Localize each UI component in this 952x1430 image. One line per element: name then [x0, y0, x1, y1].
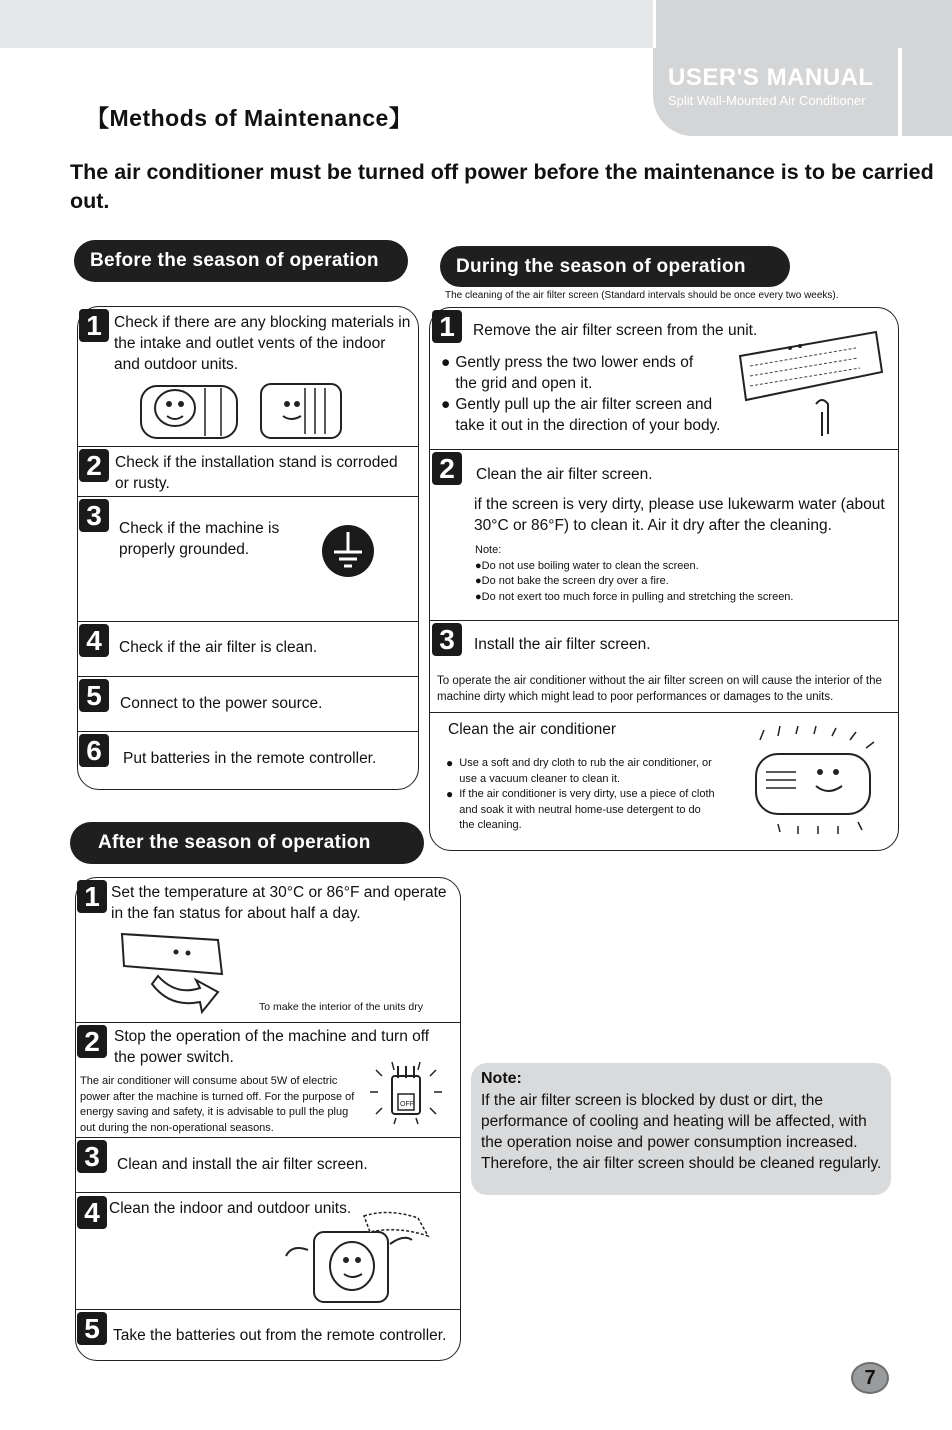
before-season-heading: Before the season of operation: [74, 240, 408, 282]
outdoor-units-illustration: [135, 378, 350, 444]
step-caption: To make the interior of the units dry: [259, 1001, 423, 1013]
step-number: 2: [77, 1025, 107, 1058]
step-number: 3: [432, 623, 462, 656]
switch-label: OFF: [400, 1101, 414, 1108]
bullet-item: ● Use a soft and dry cloth to rub the air conditioner, or use a vacuum cleaner to clean it.: [446, 756, 716, 787]
step-text: Install the air filter screen.: [474, 636, 651, 653]
step-text: Clean and install the air filter screen.: [117, 1156, 368, 1173]
step-number: 6: [79, 734, 109, 767]
step-text: Check if the installation stand is corroded or rusty.: [115, 454, 398, 492]
cleaning-units-illustration: [278, 1210, 436, 1308]
bullet-text: Gently pull up the air filter screen and take it out in the direction of your body.: [455, 396, 721, 434]
filter-cleaning-caption: The cleaning of the air filter screen (Standard intervals should be once every two weeks).: [445, 290, 839, 301]
tab-edge: [898, 48, 902, 136]
step-number: 1: [77, 880, 107, 913]
during-season-heading: During the season of operation: [440, 246, 790, 287]
power-off-warning: The air conditioner must be turned off power before the maintenance is to be carried out.: [70, 160, 934, 213]
step-number: 3: [79, 499, 109, 532]
step-detail: if the screen is very dirty, please use lukewarm water (about 30°C or 86°F) to clean it. Air it dry after the cleaning.: [474, 496, 885, 534]
step-text: Remove the air filter screen from the unit.: [473, 322, 758, 339]
step-number: 2: [432, 452, 462, 485]
step-number: 2: [79, 449, 109, 482]
manual-subtitle: Split Wall-Mounted Air Conditioner: [668, 93, 866, 108]
manual-title: USER'S MANUAL: [668, 64, 874, 91]
step-text: Clean the indoor and outdoor units.: [109, 1200, 352, 1217]
bullet-item: ● Gently pull up the air filter screen and take it out in the direction of your body.: [441, 394, 731, 436]
divider: [429, 449, 899, 450]
after-season-heading: After the season of operation: [70, 822, 424, 864]
note-title: Note:: [481, 1070, 522, 1087]
step-number: 5: [77, 1312, 107, 1345]
bullet-item: ● Gently press the two lower ends of the grid and open it.: [441, 352, 711, 394]
bullet-text: Gently press the two lower ends of the grid and open it.: [455, 354, 694, 392]
note-label: Note:: [475, 544, 502, 556]
divider: [75, 1309, 461, 1310]
note-item: ●Do not use boiling water to clean the screen.: [475, 560, 699, 572]
divider: [77, 446, 419, 447]
step-text: Check if there are any blocking materials in the intake and outlet vents of the indoor and outdoor units.: [114, 314, 411, 373]
note-item: ●Do not exert too much force in pulling and stretching the screen.: [475, 591, 794, 603]
divider: [77, 496, 419, 497]
divider: [75, 1192, 461, 1193]
step-number: 5: [79, 679, 109, 712]
divider: [77, 676, 419, 677]
step-text: Connect to the power source.: [120, 695, 323, 712]
divider: [77, 621, 419, 622]
bullet-item: ● If the air conditioner is very dirty, use a piece of cloth and soak it with neutral home-use detergent to do the cleaning.: [446, 787, 716, 834]
divider: [429, 712, 899, 713]
note-item: ●Do not bake the screen dry over a fire.: [475, 575, 669, 587]
page-heading: 【Methods of Maintenance】: [86, 105, 413, 131]
step-text: Clean the air filter screen.: [476, 466, 653, 483]
step-number: 4: [77, 1196, 107, 1229]
note-text: If the air filter screen is blocked by dust or dirt, the performance of cooling and heating will be affected, with the operation noise and power consumption increased. Therefore, the air filter screen should be cleaned regularly.: [481, 1092, 882, 1172]
bullet-text: If the air conditioner is very dirty, use a piece of cloth and soak it with neutral home-use detergent to do the cleaning.: [459, 788, 715, 831]
step-text: Take the batteries out from the remote controller.: [113, 1327, 447, 1344]
step-number: 1: [432, 310, 462, 343]
clean-ac-title: Clean the air conditioner: [448, 721, 617, 738]
fan-mode-illustration: [118, 926, 238, 1018]
tab-divider: [653, 0, 656, 48]
step-detail: To operate the air conditioner without the air filter screen on will cause the interior of the machine dirty which might lead to poor performances or damages to the units.: [437, 675, 882, 703]
indoor-unit-filter-illustration: [736, 326, 886, 440]
power-switch-illustration: [366, 1058, 446, 1132]
step-text: Put batteries in the remote controller.: [123, 750, 377, 767]
step-text: Check if the machine is properly grounded.: [119, 520, 280, 558]
step-number: 3: [77, 1140, 107, 1173]
divider: [75, 1137, 461, 1138]
step-detail: The air conditioner will consume about 5W of electric power after the machine is turned off. For the purpose of energy saving and safety, it is advisable to pull the plug out during the non-operational seasons.: [80, 1075, 355, 1134]
step-number: 1: [79, 309, 109, 342]
step-text: Set the temperature at 30°C or 86°F and operate in the fan status for about half a day.: [111, 884, 447, 922]
divider: [429, 620, 899, 621]
step-text: Stop the operation of the machine and turn off the power switch.: [114, 1028, 430, 1066]
clean-ac-illustration: [738, 726, 888, 834]
bullet-text: Use a soft and dry cloth to rub the air conditioner, or use a vacuum cleaner to clean it.: [459, 757, 712, 785]
step-number: 4: [79, 624, 109, 657]
divider: [75, 1022, 461, 1023]
page-number: 7: [851, 1362, 889, 1394]
ground-icon: [321, 524, 375, 578]
step-text: Check if the air filter is clean.: [119, 639, 318, 656]
divider: [77, 731, 419, 732]
